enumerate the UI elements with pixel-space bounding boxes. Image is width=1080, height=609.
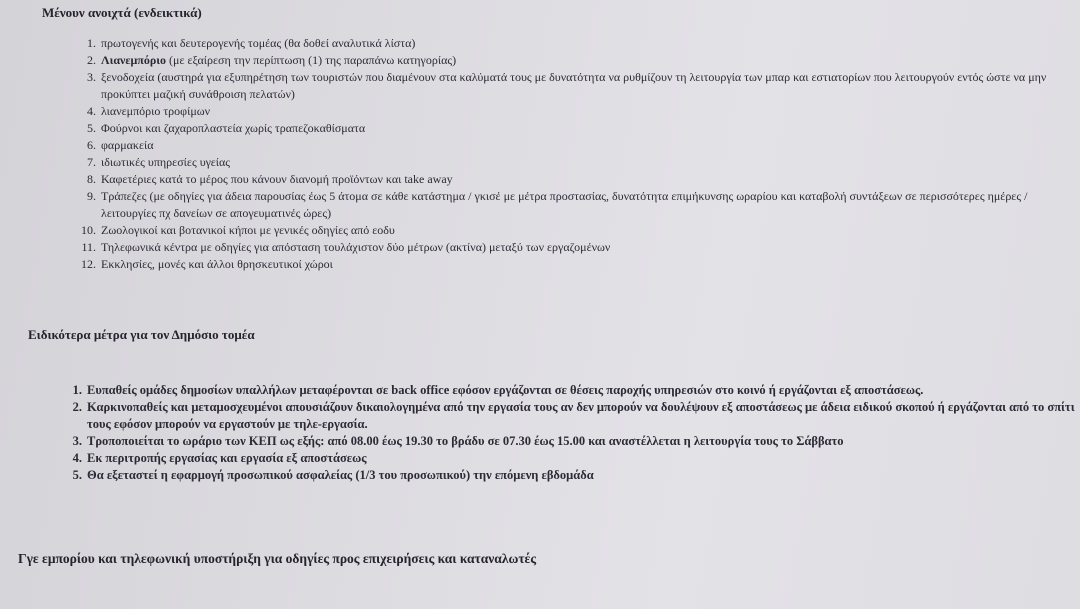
item-number: 4. <box>87 104 96 118</box>
item-text: Φούρνοι και ζαχαροπλαστεία χωρίς τραπεζοκαθίσματα <box>101 121 366 135</box>
list-item <box>60 467 1075 484</box>
list-item <box>74 103 1064 120</box>
item-number: 1. <box>72 383 82 397</box>
item-rest-text: (με εξαίρεση την περίπτωση (1) της παραπάνω κατηγορίας) <box>166 53 457 67</box>
list-item <box>74 256 1064 273</box>
item-number: 5. <box>72 468 82 482</box>
list-item <box>74 239 1064 256</box>
item-text: Εκ περιτροπής εργασίας και εργασία εξ αποστάσεως <box>87 451 367 465</box>
item-text: φαρμακεία <box>101 138 154 152</box>
list-item <box>74 52 1064 69</box>
item-text: Θα εξεταστεί η εφαρμογή προσωπικού ασφαλείας (1/3 του προσωπικού) την επόμενη εβδομάδα <box>87 468 594 482</box>
item-number: 8. <box>87 172 96 186</box>
list-item <box>74 35 1064 52</box>
item-text: Καφετέριες κατά το μέρος που κάνουν διανομή προϊόντων και take away <box>101 172 453 186</box>
item-text: Εκκλησίες, μονές και άλλοι θρησκευτικοί χώροι <box>101 257 333 271</box>
list-item <box>74 137 1064 154</box>
list-item <box>74 188 1064 222</box>
item-text: Ζωολογικοί και βοτανικοί κήποι με γενικές οδηγίες από εοδυ <box>101 223 395 237</box>
item-number: 11. <box>81 240 96 254</box>
item-number: 2. <box>72 400 82 414</box>
list-item <box>74 120 1064 137</box>
item-text: λιανεμπόριο τροφίμων <box>101 104 211 118</box>
list-item <box>60 433 1075 450</box>
item-number: 2. <box>87 53 96 67</box>
item-text: Τροποποιείται το ωράριο των ΚΕΠ ως εξής: από 08.00 έως 19.30 το βράδυ σε 07.30 έως 15.00 και αναστέλλεται η λειτουργία τους το Σάββατο <box>87 434 844 448</box>
list-public-sector-measures <box>60 382 1075 484</box>
item-text: ξενοδοχεία (αυστηρά για εξυπηρέτηση των τουριστών που διαμένουν στα καλύματά τους με δυνατότητα να ρυθμίζουν τη λειτουργία των μπαρ και εστιατορίων που λειτουργούν εντός ώστε να μην προκύπτει μαζική συνάθροιση πελατών) <box>101 70 1047 101</box>
item-text <box>101 52 1064 69</box>
list-item <box>74 154 1064 171</box>
section-heading-open: Μένουν ανοιχτά (ενδεικτικά) <box>42 5 202 20</box>
item-number: 10. <box>81 223 96 237</box>
list-item <box>74 171 1064 188</box>
item-number: 7. <box>87 155 96 169</box>
list-open-businesses <box>74 35 1064 273</box>
list-item <box>60 450 1075 467</box>
item-text: Καρκινοπαθείς και μεταμοσχευμένοι απουσιάζουν δικαιολογημένα από την εργασία τους αν δεν μπορούν να δουλέψουν εξ αποστάσεως με άδεια ειδικού σκοπού ή εργάζονται από το σπίτι τους εφόσον μπορούν να εργαστούν με τηλε-εργασία. <box>87 400 1075 431</box>
item-text: Τηλεφωνικά κέντρα με οδηγίες για απόσταση τουλάχιστον δύο μέτρων (ακτίνα) μεταξύ των εργαζομένων <box>101 240 611 254</box>
item-number: 6. <box>87 138 96 152</box>
footer-support-line: Γγε εμπορίου και τηλεφωνική υποστήριξη για οδηγίες προς επιχειρήσεις και καταναλωτές <box>18 551 537 566</box>
item-bold-text: Λιανεμπόριο <box>101 53 167 67</box>
list-item <box>74 69 1064 103</box>
list-item <box>60 399 1075 433</box>
item-text: Τράπεζες (με οδηγίες για άδεια παρουσίας έως 5 άτομα σε κάθε κατάστημα / γκισέ με μέτρα προστασίας, δυνατότητα επιμήκυνσης ωραρίου και καταβολή συντάξεων σε περισσότερες ημέρες / λειτουργίες πχ δανείων σε απογευματινές ώρες) <box>101 189 1028 220</box>
item-number: 3. <box>87 70 96 84</box>
list-item <box>74 222 1064 239</box>
item-text: πρωτογενής και δευτερογενής τομέας (θα δοθεί αναλυτικά λίστα) <box>101 36 416 50</box>
item-number: 9. <box>87 189 96 203</box>
list-item <box>60 382 1075 399</box>
section-heading-public-sector: Ειδικότερα μέτρα για τον Δημόσιο τομέα <box>28 327 255 342</box>
item-text: ιδιωτικές υπηρεσίες υγείας <box>101 155 231 169</box>
item-number: 1. <box>87 36 96 50</box>
item-number: 5. <box>87 121 96 135</box>
item-text: Ευπαθείς ομάδες δημοσίων υπαλλήλων μεταφέρονται σε back office εφόσον εργάζονται σε θέσεις παροχής υπηρεσιών στο κοινό ή εργάζονται εξ αποστάσεως. <box>87 383 924 397</box>
item-number: 12. <box>81 257 96 271</box>
item-number: 4. <box>72 451 82 465</box>
item-number: 3. <box>72 434 82 448</box>
